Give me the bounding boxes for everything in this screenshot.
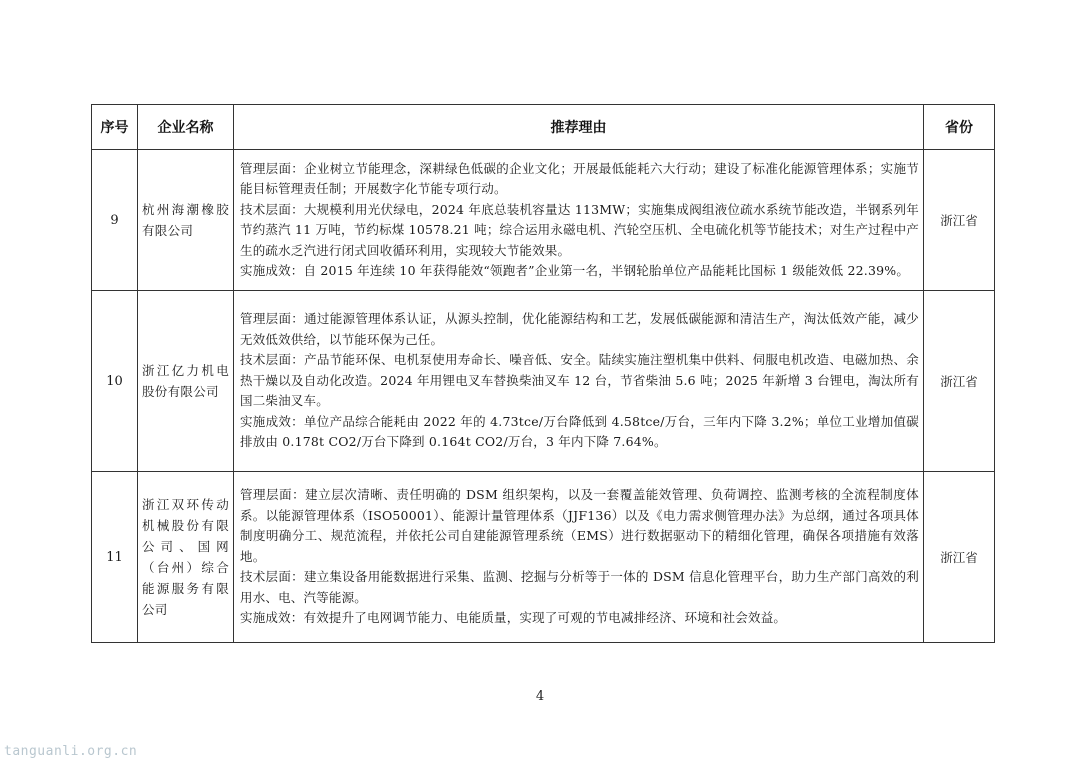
- row-index: 11: [92, 472, 138, 643]
- company-name: 杭州海潮橡胶有限公司: [138, 150, 234, 291]
- province: 浙江省: [924, 150, 995, 291]
- reason-results: 实施成效：单位产品综合能耗由 2022 年的 4.73tce/万台降低到 4.58tce/万台，三年内下降 3.2%；单位工业增加值碳排放由 0.178t CO2/万台下降到 0.164t CO2/万台，3 年内下降 7.64%。: [240, 413, 919, 450]
- table-row: [92, 472, 995, 643]
- province: 浙江省: [924, 472, 995, 643]
- header-province: 省份: [924, 105, 995, 150]
- watermark: tanguanli.org.cn: [4, 744, 138, 759]
- reason-cell: [234, 472, 924, 643]
- reason-technology: 技术层面：大规模利用光伏绿电，2024 年底总装机容量达 113MW；实施集成阀组液位疏水系统节能改造，半钢系列年节约蒸汽 11 万吨，节约标煤 10578.21 吨；综合运用永磁电机、汽轮空压机、全电硫化机等节能技术；对生产过程中产生的疏水乏汽进行闭式回收循环利用，实现较大节能效果。: [240, 201, 919, 258]
- row-index: 10: [92, 291, 138, 472]
- table-row: [92, 150, 995, 291]
- company-name: 浙江亿力机电股份有限公司: [138, 291, 234, 472]
- reason-management: 管理层面：通过能源管理体系认证，从源头控制，优化能源结构和工艺，发展低碳能源和清洁生产，淘汰低效产能，减少无效低效供给，以节能环保为己任。: [240, 311, 919, 347]
- reason-management: 管理层面：企业树立节能理念，深耕绿色低碳的企业文化；开展最低能耗六大行动；建设了标准化能源管理体系；实施节能目标管理责任制；开展数字化节能专项行动。: [240, 160, 919, 196]
- reason-technology: 技术层面：建立集设备用能数据进行采集、监测、挖掘与分析等于一体的 DSM 信息化管理平台，助力生产部门高效的利用水、电、汽等能源。: [240, 569, 919, 605]
- reason-management: 管理层面：建立层次清晰、责任明确的 DSM 组织架构，以及一套覆盖能效管理、负荷调控、监测考核的全流程制度体系。以能源管理体系（ISO50001）、能源计量管理体系（JJF136）以及《电力需求侧管理办法》为总纲，通过各项具体制度明确分工、规范流程，并依托公司自建能源管理系统（EMS）进行数据驱动下的精细化管理，确保各项措施有效落地。: [240, 487, 919, 564]
- reason-results: 实施成效：自 2015 年连续 10 年获得能效“领跑者”企业第一名，半钢轮胎单位产品能耗比国标 1 级能效低 22.39%。: [240, 263, 910, 278]
- reason-results: 实施成效：有效提升了电网调节能力、电能质量，实现了可观的节电减排经济、环境和社会效益。: [240, 610, 787, 626]
- company-name: 浙江双环传动机械股份有限公司、国网（台州）综合能源服务有限公司: [138, 472, 234, 643]
- page-number: 4: [535, 689, 545, 704]
- header-index: 序号: [92, 105, 138, 150]
- reason-cell: [234, 150, 924, 291]
- province: 浙江省: [924, 291, 995, 472]
- row-index: 9: [92, 150, 138, 291]
- reason-technology: 技术层面：产品节能环保、电机泵使用寿命长、噪音低、安全。陆续实施注塑机集中供料、伺服电机改造、电磁加热、余热干燥以及自动化改造。2024 年用锂电叉车替换柴油叉车 12 台，节省柴油 5.6 吨；2025 年新增 3 台锂电，淘汰所有国二柴油叉车。: [240, 352, 919, 409]
- header-reason: 推荐理由: [234, 105, 924, 150]
- table-header-row: [92, 105, 995, 150]
- reason-cell: [234, 291, 924, 472]
- recommendation-table: [91, 104, 995, 643]
- header-company: 企业名称: [138, 105, 234, 150]
- table-row: [92, 291, 995, 472]
